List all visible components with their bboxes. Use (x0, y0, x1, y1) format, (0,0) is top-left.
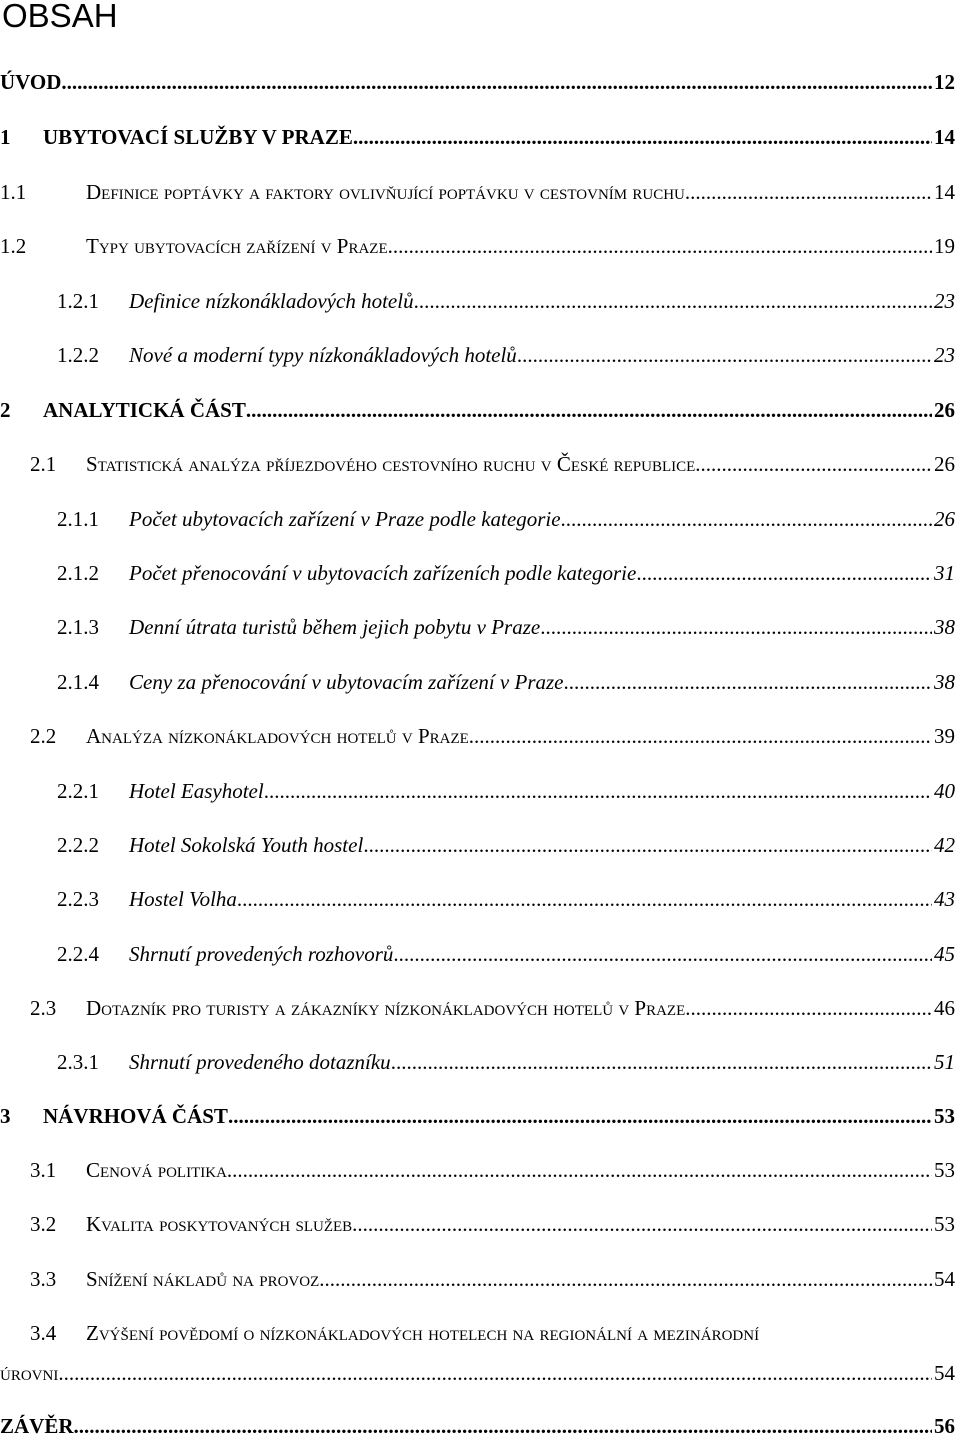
toc-label: Počet ubytovacích zařízení v Praze podle kategorie (129, 506, 561, 531)
toc-page: 53 (934, 1103, 955, 1128)
toc-leader (414, 289, 932, 314)
toc-label: Kvalita poskytovaných služeb (86, 1211, 353, 1236)
toc-label: Definice poptávky a faktory ovlivňující poptávku v cestovním ruchu (86, 179, 685, 204)
toc-entry-3-2[interactable] (30, 1209, 955, 1239)
toc-entry-3-1[interactable] (30, 1155, 955, 1185)
toc-leader (58, 1361, 932, 1386)
toc-label: Definice nízkonákladových hotelů (129, 288, 414, 313)
toc-label: Hotel Sokolská Youth hostel (129, 832, 364, 857)
toc-label: Shrnutí provedeného dotazníku (129, 1049, 391, 1074)
toc-number: 3.3 (30, 1266, 57, 1291)
toc-entry-1-2-1[interactable] (57, 286, 955, 316)
toc-page: 54 (934, 1266, 955, 1291)
toc-leader (469, 724, 932, 749)
toc-entry-2-2[interactable] (30, 721, 955, 751)
toc-number: 2.1.1 (57, 506, 99, 531)
toc-leader (228, 1104, 932, 1129)
toc-label: Snížení nákladů na provoz (86, 1266, 320, 1291)
toc-number: 2.2.4 (57, 941, 99, 966)
toc-number: 3.1 (30, 1157, 57, 1182)
toc-entry-1-1[interactable] (0, 177, 955, 207)
toc-label: Hostel Volha (129, 886, 237, 911)
toc-leader (561, 507, 932, 532)
toc-number: 2.2.1 (57, 778, 99, 803)
toc-number: 2.2.3 (57, 886, 99, 911)
toc-leader (227, 1158, 932, 1183)
toc-entry-2-2-4[interactable] (57, 939, 955, 969)
toc-label: UBYTOVACÍ SLUŽBY V PRAZE (43, 124, 353, 149)
toc-leader (636, 561, 932, 586)
toc-number: 2.3.1 (57, 1049, 99, 1074)
toc-entry-1-2[interactable] (0, 231, 955, 261)
toc-entry-3[interactable] (0, 1101, 955, 1131)
toc-page: 23 (934, 342, 955, 367)
toc-number: 2 (0, 397, 11, 422)
toc-entry-2-1-3[interactable] (57, 612, 955, 642)
toc-page: 31 (934, 560, 955, 585)
toc-page: 53 (934, 1157, 955, 1182)
toc-page: 38 (934, 614, 955, 639)
toc-label: Typy ubytovacích zařízení v Praze (86, 233, 388, 258)
toc-leader (393, 942, 932, 967)
toc-number: 2.1 (30, 451, 57, 476)
toc-entry-3-3[interactable] (30, 1264, 955, 1294)
toc-page: 46 (934, 995, 955, 1020)
toc-entry-2-2-2[interactable] (57, 830, 955, 860)
toc-page: 54 (934, 1360, 955, 1385)
toc-number: 2.1.2 (57, 560, 99, 585)
toc-entry-3-4-continued[interactable] (0, 1358, 955, 1388)
toc-number: 3 (0, 1103, 11, 1128)
toc-page: 45 (934, 941, 955, 966)
toc-number: 1.2.2 (57, 342, 99, 367)
toc-entry-zaver[interactable] (0, 1411, 955, 1441)
toc-entry-2-1-4[interactable] (57, 667, 955, 697)
toc-label: Nové a moderní typy nízkonákladových hotelů (129, 342, 517, 367)
toc-leader (563, 670, 932, 695)
toc-number: 3.2 (30, 1211, 57, 1236)
toc-page: 12 (934, 69, 955, 94)
toc-page: 26 (934, 451, 955, 476)
toc-number: 2.3 (30, 995, 57, 1020)
toc-label: Analýza nízkonákladových hotelů v Praze (86, 723, 469, 748)
toc-label: NÁVRHOVÁ ČÁST (43, 1103, 228, 1128)
toc-page: 26 (934, 397, 955, 422)
toc-leader (352, 1212, 932, 1237)
toc-leader (74, 1414, 932, 1439)
toc-label: ÚVOD (0, 69, 62, 94)
toc-label: Počet přenocování v ubytovacích zařízeních podle kategorie (129, 560, 637, 585)
toc-leader (388, 234, 932, 259)
toc-number: 1.2.1 (57, 288, 99, 313)
toc-label: Statistická analýza příjezdového cestovního ruchu v České republice (86, 451, 696, 476)
toc-label: Cenová politika (86, 1157, 227, 1182)
toc-entry-uvod[interactable] (0, 67, 955, 97)
toc-label: ZÁVĚR (0, 1413, 74, 1438)
toc-page: 53 (934, 1211, 955, 1236)
toc-entry-2-2-3[interactable] (57, 884, 955, 914)
toc-leader (264, 779, 932, 804)
toc-leader (353, 125, 932, 150)
toc-entry-1-2-2[interactable] (57, 340, 955, 370)
toc-number: 1.1 (0, 179, 27, 204)
toc-leader (61, 70, 932, 95)
toc-entry-2-1-2[interactable] (57, 558, 955, 588)
toc-page: 56 (934, 1413, 955, 1438)
toc-label: Dotazník pro turisty a zákazníky nízkonákladových hotelů v Praze (86, 995, 686, 1020)
toc-leader (517, 343, 932, 368)
toc-label: Shrnutí provedených rozhovorů (129, 941, 394, 966)
toc-number: 2.2.2 (57, 832, 99, 857)
toc-number: 3.4 (30, 1320, 57, 1345)
toc-number: 2.1.4 (57, 669, 99, 694)
toc-leader (246, 398, 932, 423)
toc-label: Zvýšení povědomí o nízkonákladových hotelech na regionální a mezinárodní (86, 1320, 760, 1345)
toc-leader (540, 615, 932, 640)
toc-page: 38 (934, 669, 955, 694)
toc-entry-2[interactable] (0, 395, 955, 425)
toc-number: 1.2 (0, 233, 27, 258)
toc-label: Denní útrata turistů během jejich pobytu v Praze (129, 614, 541, 639)
toc-page: 14 (934, 179, 955, 204)
toc-page: 40 (934, 778, 955, 803)
toc-label: ANALYTICKÁ ČÁST (43, 397, 246, 422)
toc-leader (685, 180, 932, 205)
toc-leader (363, 833, 932, 858)
toc-label: Ceny za přenocování v ubytovacím zařízení v Praze (129, 669, 564, 694)
toc-label: Hotel Easyhotel (129, 778, 264, 803)
toc-leader (319, 1267, 932, 1292)
toc-leader (391, 1050, 932, 1075)
toc-entry-2-3-1[interactable] (57, 1047, 955, 1077)
toc-page: 43 (934, 886, 955, 911)
toc-number: 1 (0, 124, 11, 149)
toc-page: 26 (934, 506, 955, 531)
toc-entry-2-1[interactable] (30, 449, 955, 479)
toc-page: 14 (934, 124, 955, 149)
toc-label: úrovni (0, 1360, 59, 1385)
toc-page: 39 (934, 723, 955, 748)
page-title: OBSAH (2, 0, 118, 34)
toc-entry-1[interactable] (0, 122, 955, 152)
toc-number: 2.2 (30, 723, 57, 748)
toc-entry-3-4[interactable] (30, 1318, 955, 1348)
toc-entry-2-2-1[interactable] (57, 776, 955, 806)
toc-page: 23 (934, 288, 955, 313)
toc-page: 19 (934, 233, 955, 258)
toc-entry-2-3[interactable] (30, 993, 955, 1023)
toc-number: 2.1.3 (57, 614, 99, 639)
toc-leader (695, 452, 932, 477)
toc-leader (685, 996, 932, 1021)
toc-page: 42 (934, 832, 955, 857)
toc-entry-2-1-1[interactable] (57, 504, 955, 534)
toc-page: 51 (934, 1049, 955, 1074)
toc-leader (237, 887, 932, 912)
